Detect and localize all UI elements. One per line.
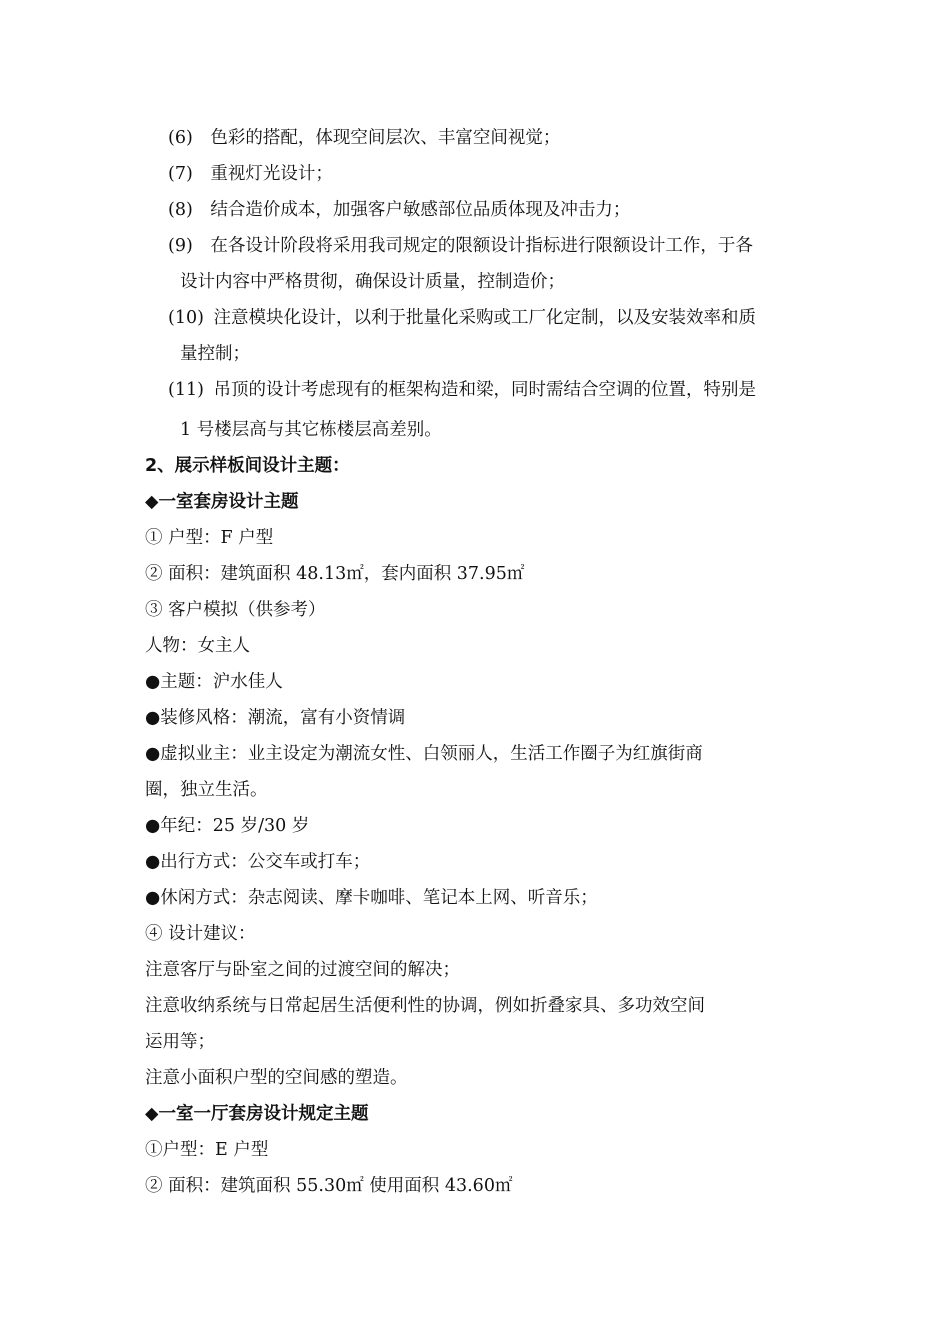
theme1-line: ① 户型：F 户型 <box>145 528 274 548</box>
list-item-10-continuation: 量控制； <box>180 344 250 364</box>
theme1-line: ●出行方式：公交车或打车； <box>145 852 371 872</box>
theme2-line: ② 面积：建筑面积 55.30㎡ 使用面积 43.60㎡ <box>145 1176 513 1196</box>
item-text: 结合造价成本，加强客户敏感部位品质体现及冲击力； <box>210 200 631 220</box>
list-item-9-continuation: 设计内容中严格贯彻，确保设计质量，控制造价； <box>180 272 565 292</box>
item-number: (6) <box>168 128 193 148</box>
theme1-line: ●主题：沪水佳人 <box>145 672 283 692</box>
list-item-6 <box>168 126 560 150</box>
theme1-heading: ◆一室套房设计主题 <box>145 492 299 512</box>
item-number: (11) <box>168 380 204 400</box>
item-number: (9) <box>168 236 193 256</box>
theme1-line: ③ 客户模拟（供参考） <box>145 600 326 620</box>
theme1-line: 注意客厅与卧室之间的过渡空间的解决； <box>145 960 460 980</box>
theme1-line: 注意收纳系统与日常起居生活便利性的协调，例如折叠家具、多功效空间 <box>145 996 705 1016</box>
section-heading: 2、展示样板间设计主题： <box>145 456 350 476</box>
theme1-line: 人物：女主人 <box>145 636 250 656</box>
theme1-line: ●虚拟业主：业主设定为潮流女性、白领丽人，生活工作圈子为红旗街商 <box>145 744 703 764</box>
list-item-8 <box>168 198 630 222</box>
list-item-11-continuation: 1 号楼层高与其它栋楼层高差别。 <box>180 420 442 440</box>
theme1-line: 注意小面积户型的空间感的塑造。 <box>145 1068 408 1088</box>
item-text: 吊顶的设计考虑现有的框架构造和梁，同时需结合空调的位置，特别是 <box>213 380 757 400</box>
theme2-heading: ◆一室一厅套房设计规定主题 <box>145 1104 369 1124</box>
theme1-line: ●年纪：25 岁/30 岁 <box>145 816 310 836</box>
theme1-line: ② 面积：建筑面积 48.13㎡，套内面积 37.95㎡ <box>145 564 525 584</box>
item-number: (8) <box>168 200 193 220</box>
item-text: 在各设计阶段将采用我司规定的限额设计指标进行限额设计工作，于各 <box>210 236 753 256</box>
list-item-7 <box>168 162 333 186</box>
item-text: 色彩的搭配，体现空间层次、丰富空间视觉； <box>210 128 561 148</box>
item-number: (10) <box>168 308 204 328</box>
item-text: 注意模块化设计，以利于批量化采购或工厂化定制，以及安装效率和质 <box>213 308 757 328</box>
theme1-line: ●休闲方式：杂志阅读、摩卡咖啡、笔记本上网、听音乐； <box>145 888 598 908</box>
theme2-line: ①户型：E 户型 <box>145 1140 269 1160</box>
theme1-line: ●装修风格：潮流，富有小资情调 <box>145 708 406 728</box>
theme1-line: ④ 设计建议： <box>145 924 256 944</box>
theme1-line: 运用等； <box>145 1032 215 1052</box>
list-item-9 <box>168 234 753 258</box>
list-item-11 <box>168 378 756 402</box>
item-text: 重视灯光设计； <box>210 164 333 184</box>
item-number: (7) <box>168 164 193 184</box>
theme1-line: 圈，独立生活。 <box>145 780 268 800</box>
list-item-10 <box>168 306 756 330</box>
